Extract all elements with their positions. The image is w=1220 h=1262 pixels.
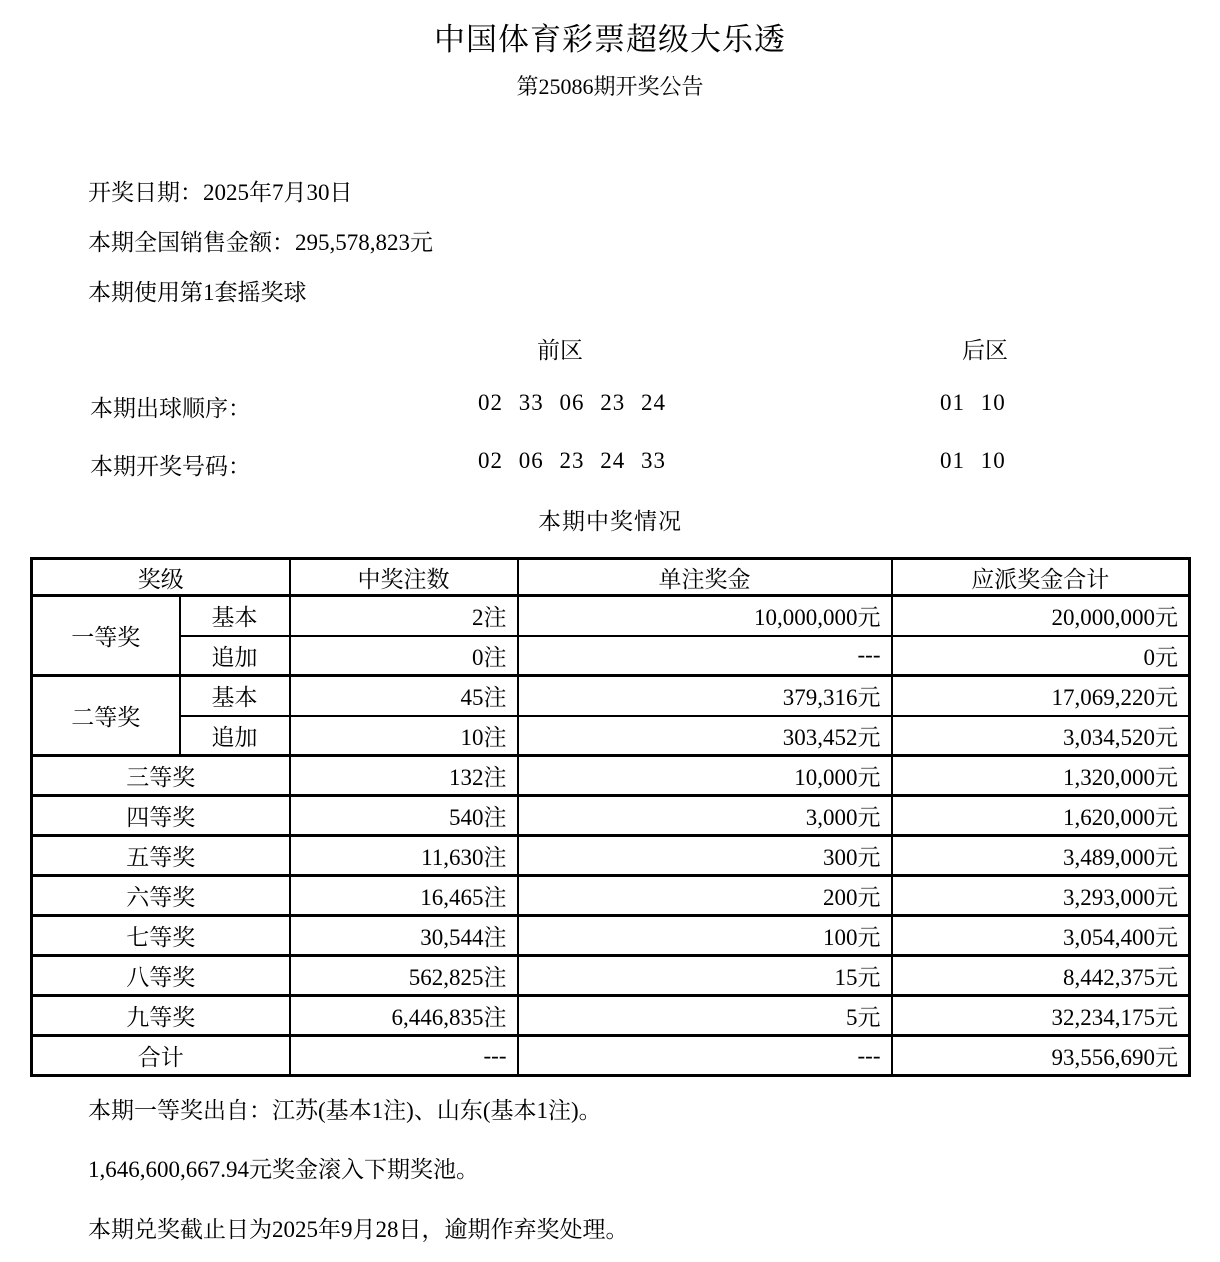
prize-cell: --- xyxy=(518,1036,892,1076)
total-cell: 0元 xyxy=(892,636,1190,676)
table-row xyxy=(32,756,1190,796)
table-row xyxy=(32,676,1190,716)
total-cell: 32,234,175元 xyxy=(892,996,1190,1036)
total-cell: 93,556,690元 xyxy=(892,1036,1190,1076)
subtype-cell: 基本 xyxy=(180,676,290,716)
level-cell: 二等奖 xyxy=(32,676,180,756)
table-row xyxy=(32,596,1190,636)
count-cell: --- xyxy=(290,1036,518,1076)
prize-table xyxy=(30,557,1191,1077)
prize-cell: --- xyxy=(518,636,892,676)
winning-numbers-front: 02 06 23 24 33 xyxy=(478,448,666,473)
prize-cell: 300元 xyxy=(518,836,892,876)
deadline-line: 本期兑奖截止日为2025年9月28日，逾期作弃奖处理。 xyxy=(88,1217,629,1242)
count-cell: 10注 xyxy=(290,716,518,756)
count-cell: 132注 xyxy=(290,756,518,796)
prize-cell: 10,000,000元 xyxy=(518,596,892,636)
draw-order-back-numbers: 01 10 xyxy=(940,390,1006,415)
page-title: 中国体育彩票超级大乐透 xyxy=(434,22,786,57)
level-cell: 七等奖 xyxy=(32,916,290,956)
prize-cell: 303,452元 xyxy=(518,716,892,756)
header-single-prize: 单注奖金 xyxy=(518,559,892,596)
count-cell: 11,630注 xyxy=(290,836,518,876)
ball-set-line: 本期使用第1套摇奖球 xyxy=(88,280,307,305)
table-row xyxy=(32,956,1190,996)
table-row xyxy=(32,716,1190,756)
header-winning-count: 中奖注数 xyxy=(290,559,518,596)
table-total-row xyxy=(32,1036,1190,1076)
prize-cell: 15元 xyxy=(518,956,892,996)
subtype-cell: 追加 xyxy=(180,636,290,676)
level-cell: 九等奖 xyxy=(32,996,290,1036)
level-cell: 五等奖 xyxy=(32,836,290,876)
rollover-line: 1,646,600,667.94元奖金滚入下期奖池。 xyxy=(88,1157,479,1182)
count-cell: 16,465注 xyxy=(290,876,518,916)
prize-cell: 3,000元 xyxy=(518,796,892,836)
level-cell: 四等奖 xyxy=(32,796,290,836)
count-cell: 2注 xyxy=(290,596,518,636)
total-cell: 3,034,520元 xyxy=(892,716,1190,756)
winning-numbers-back: 01 10 xyxy=(940,448,1006,473)
level-cell: 三等奖 xyxy=(32,756,290,796)
total-cell: 1,320,000元 xyxy=(892,756,1190,796)
subtype-cell: 追加 xyxy=(180,716,290,756)
back-zone-label: 后区 xyxy=(962,338,1008,363)
front-zone-label: 前区 xyxy=(537,338,583,363)
level-cell: 六等奖 xyxy=(32,876,290,916)
table-header-row xyxy=(32,559,1190,596)
prize-cell: 200元 xyxy=(518,876,892,916)
total-cell: 3,489,000元 xyxy=(892,836,1190,876)
level-cell: 一等奖 xyxy=(32,596,180,676)
prize-cell: 100元 xyxy=(518,916,892,956)
total-cell: 20,000,000元 xyxy=(892,596,1190,636)
prize-cell: 5元 xyxy=(518,996,892,1036)
draw-date-line: 开奖日期：2025年7月30日 xyxy=(88,180,353,205)
prize-cell: 379,316元 xyxy=(518,676,892,716)
table-row xyxy=(32,636,1190,676)
table-row xyxy=(32,836,1190,876)
total-cell: 3,054,400元 xyxy=(892,916,1190,956)
draw-order-front-numbers: 02 33 06 23 24 xyxy=(478,390,666,415)
total-cell: 17,069,220元 xyxy=(892,676,1190,716)
total-cell: 3,293,000元 xyxy=(892,876,1190,916)
header-prize-level: 奖级 xyxy=(32,559,290,596)
prize-cell: 10,000元 xyxy=(518,756,892,796)
table-row xyxy=(32,796,1190,836)
count-cell: 30,544注 xyxy=(290,916,518,956)
total-cell: 1,620,000元 xyxy=(892,796,1190,836)
count-cell: 0注 xyxy=(290,636,518,676)
count-cell: 540注 xyxy=(290,796,518,836)
level-cell: 八等奖 xyxy=(32,956,290,996)
page-subtitle: 第25086期开奖公告 xyxy=(516,74,704,99)
header-total-prize: 应派奖金合计 xyxy=(892,559,1190,596)
subtype-cell: 基本 xyxy=(180,596,290,636)
count-cell: 562,825注 xyxy=(290,956,518,996)
total-cell: 8,442,375元 xyxy=(892,956,1190,996)
table-row xyxy=(32,876,1190,916)
level-cell: 合计 xyxy=(32,1036,290,1076)
winning-numbers-label: 本期开奖号码： xyxy=(90,454,251,479)
prize-table-title: 本期中奖情况 xyxy=(538,509,682,534)
sales-amount-line: 本期全国销售金额：295,578,823元 xyxy=(88,230,433,255)
table-row xyxy=(32,996,1190,1036)
table-row xyxy=(32,916,1190,956)
count-cell: 45注 xyxy=(290,676,518,716)
draw-order-label: 本期出球顺序： xyxy=(90,396,251,421)
first-prize-source-line: 本期一等奖出自：江苏(基本1注)、山东(基本1注)。 xyxy=(88,1098,602,1123)
count-cell: 6,446,835注 xyxy=(290,996,518,1036)
